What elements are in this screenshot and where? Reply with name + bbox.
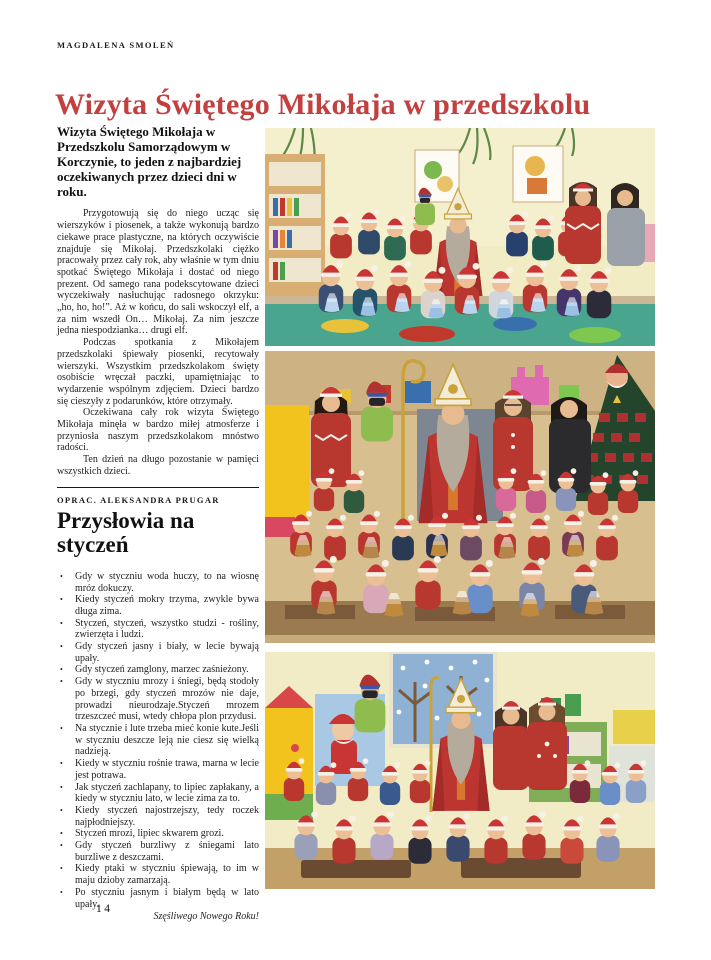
article-column (57, 124, 259, 932)
proverb-item: • Kiedy styczeń najostrzejszy, tedy roczek najpłodniejszy. (57, 805, 259, 828)
proverb-item: • Po styczniu jasnym i białym będą w lato upały. (57, 887, 259, 910)
article-paragraph: Oczekiwana cały rok wizyta Świętego Mikołaja minęła w bardzo miłej atmosferze i przyniosła naszym przedszkolakom mnóstwo radości. (57, 407, 259, 454)
winter-board (391, 652, 495, 746)
author-line: MAGDALENA SMOLEŃ (57, 40, 175, 50)
photo-santa-group-3 (265, 652, 655, 889)
photo-santa-group-2 (265, 351, 655, 643)
yellow-cabinet (265, 405, 309, 517)
proverbs-list (57, 571, 259, 910)
article-paragraph: Podczas spotkania z Mikołajem przedszkolaki śpiewały piosenki, recytowały wierszyki. Wszystkim przedszkolakom święty osobiście wręczał paczki, upamiętniając to wydarzenie wspólnym zdjęciem. Dzieci bardzo się cieszyły z podarunków, które otrzymały. (57, 337, 259, 407)
proverb-item: • Kiedy styczeń mokry trzyma, zwykle bywa długa zima. (57, 594, 259, 617)
teacher-red-glasses (493, 390, 533, 491)
new-year-signoff: Szęśliwego Nowego Roku! (153, 911, 259, 923)
proverb-item: • Jak styczeń zachlapany, to lipiec zapłakany, a kiedy w styczniu lato, w lecie zima za to. (57, 782, 259, 805)
proverb-item: • Gdy w styczniu mrozy i śniegi, będą stodoły po brzegi, gdy styczeń mrozów nie daje, prowadzi nieurodzaje.Styczeń mrozem trzeszczeć musi, wtedy chłopa plon przydusi. (57, 676, 259, 723)
section-heading: Przysłowia na styczeń (57, 507, 195, 557)
teacher-red-2 (527, 697, 567, 790)
teacher-red-1 (493, 701, 529, 790)
bookshelf (265, 154, 325, 306)
proverb-item: • Gdy styczeń jasny i biały, w lecie bywają upały. (57, 641, 259, 664)
photo-santa-group-1 (265, 128, 655, 346)
article-paragraph: Ten dzień na długo pozostanie w pamięci wszystkich dzieci. (57, 454, 259, 477)
proverb-item: • Gdy styczeń burzliwy z śniegami lato burzliwe z deszczami. (57, 840, 259, 863)
proverb-item: • Kiedy ptaki w styczniu śpiewają, to im w maju dzioby zamarzają. (57, 863, 259, 886)
section-byline: OPRAC. ALEKSANDRA PRUGAR (57, 494, 220, 505)
article-paragraph: Przygotowują się do niego ucząc się wierszyków i piosenek, a także wykonują bardzo ciekawe prace plastyczne, na których oczywiście znajduje się Mikołaj. Przedszkolaki ciężko pracowały przez cały rok, aby właśnie w tym dniu spotkać Świętego Mikołaja i dostać od niego prezent. Od samego rana podekscytowane dzieci wyczekiwały nasłuchując radosnego okrzyku: „ho, ho, ho!”. Aż w końcu, do sali wskoczył elf, a za nim wszedł On… Mikołaj. Za nim jeszcze jedna niespodzianka… drugi elf. (57, 208, 259, 337)
page-number: 14 (96, 903, 113, 915)
proverb-item: • Styczeń mrozi, lipiec skwarem grozi. (57, 828, 259, 840)
article-lead: Wizyta Świętego Mikołaja w Przedszkolu Samorządowym w Korczynie, to jeden z najbardziej oczekiwanych przez dzieci dni w roku. (57, 124, 242, 200)
teacher-santa-outfit (565, 182, 601, 264)
section-divider (57, 487, 259, 488)
proverb-item: • Na stycznie i lute trzeba mieć konie kute.Jeśli w styczniu deszcze leją nie ciesz się wielką nadzieją. (57, 723, 259, 758)
proverb-item: • Gdy w styczniu woda huczy, to na wiosnę mróz dokuczy. (57, 571, 259, 594)
page-title: Wizyta Świętego Mikołaja w przedszkolu (55, 88, 591, 122)
proverb-item: • Kiedy w styczniu rośnie trawa, marna w lecie jest potrawa. (57, 758, 259, 781)
proverb-item: • Styczeń, styczeń, wszystko studzi - rośliny, zwierzęta i ludzi. (57, 618, 259, 641)
proverb-item: • Gdy styczeń zamglony, marzec zaśnieżony. (57, 664, 259, 676)
